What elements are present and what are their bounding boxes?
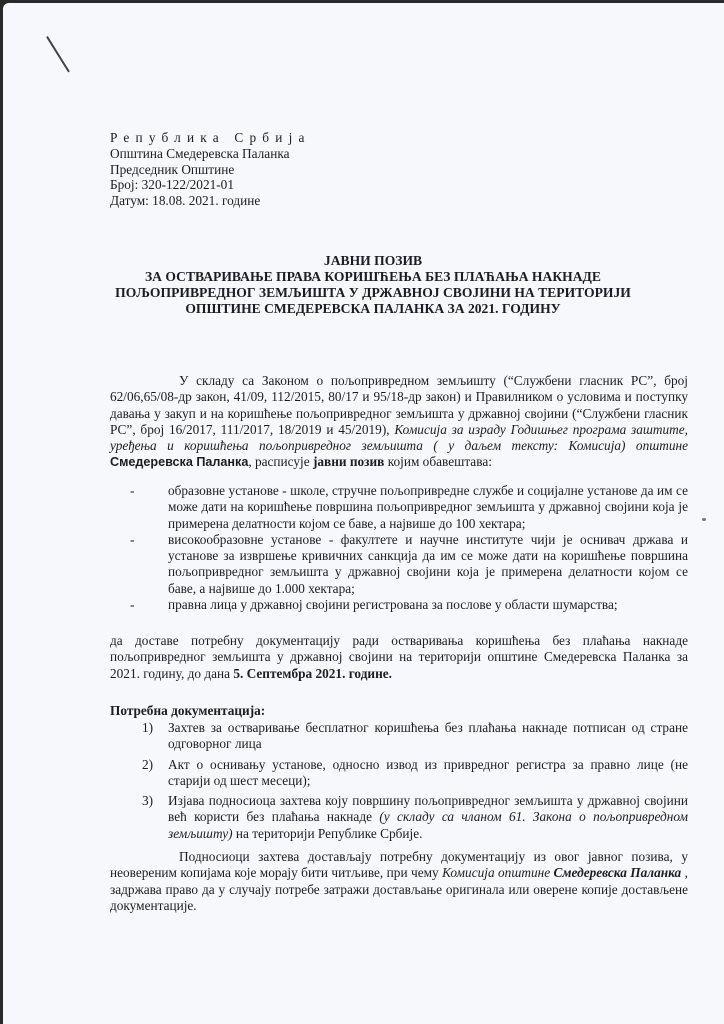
document-date: Датум: 18.08. 2021. године [110,193,261,209]
list-item: 2) Акт о оснивању установе, односно извод из привредног регистра за правно лице (не старији од шест месеци); [142,756,688,788]
scan-speck [702,518,706,521]
documentation-list [110,720,688,846]
deadline-date: 5. Септембра 2021. године. [233,665,392,681]
office-line: Председник Општине [110,161,235,177]
reference-number: Број: 320-122/2021-01 [110,177,234,193]
municipality-name-closing: Смедеревска Паланка [553,865,682,881]
title-line-1: ЈАВНИ ПОЗИВ [323,253,423,268]
document-title [115,253,631,317]
list-item: 1) Захтев за остваривање бесплатног коришћења без плаћања накнаде потписан од стране одговорног лица [142,720,688,752]
documentation-heading: Потребна документација: [110,703,266,718]
letterhead [110,130,311,209]
municipality-line: Општина Смедеревска Паланка [110,145,290,161]
document-page [3,3,724,1024]
title-line-2: ЗА ОСТВАРИВАЊЕ ПРАВА КОРИШЋЕЊА БЕЗ ПЛАЋАЊА НАКНАДЕ [145,269,601,284]
municipality-name: Смедеревска Паланка [110,455,249,470]
list-item: 3) Изјава подносиоца захтева коју површину пољопривредног земљишта у државној својини већ користи без плаћања накнаде (у складу са чланом 61. Закона о пољопривредном земљишту) на територији Републике Србије. [142,793,688,841]
deadline-paragraph: да доставе потребну документацију ради остваривања коришћења без плаћања накнаде пољопривредног земљишта у државној својини на територији општине Смедеревска Паланка за 2021. годину, до дана 5. Септембра 2021. године. [110,633,688,681]
list-item: - образовне установе - школе, стручне пољопривредне службе и социјалне установе да им се може дати на коришћење површина пољопривредног земљишта у државној својини која је примерена делатности којом се баве, а највише до 100 хектара; [130,483,688,531]
recipient-list [110,483,688,613]
list-item: - високообразовне установе - факултете и научне институте чији је оснивач држава и установе за извршење кривичних санкција да им се може дати на коришћење површина пољопривредног земљишта у државној својини која је примерена делатности којом се баве, а највише до 1.000 хектара; [130,531,688,596]
pen-mark [46,36,70,73]
list-item: - правна лица у државној својини регистрована за послове у области шумарства; [130,597,618,613]
intro-paragraph: У складу са Законом о пољопривредном земљишту (“Службени гласник РС”, број 62/06,65/08-др закон, 41/09, 112/2015, 80/17 и 95/18-др закон) и Правилником о условима и поступку давања у закуп и на коришћење пољопривредног земљишта у државној својини (“Службени гласник РС”, број 16/2017, 111/2017, 18/2019 и 45/2019), Комисија за израду Годишњег програма заштите, уређења и коришћења пољопривредног земљишта ( у даљем тексту: Комисија) општине Смедеревска Паланка, расписује јавни позив којим обавештава: [110,373,688,470]
title-line-4: ОПШТИНЕ СМЕДЕРЕВСКА ПАЛАНКА ЗА 2021. ГОДИНУ [185,301,561,316]
closing-paragraph: Подносиоци захтева достављају потребну документацију из овог јавног позива, у неовереним копијама које морају бити читљиве, при чему Комисија општине Смедеревска Паланка , задржава право да у случају потребе затражи достављање оригинала или оверене копије достављене документације. [110,849,688,913]
title-line-3: ПОЉОПРИВРЕДНОГ ЗЕМЉИШТА У ДРЖАВНОЈ СВОЈИНИ НА ТЕРИТОРИЈИ [115,285,631,300]
country-line: Република Србија [110,130,311,145]
public-call: јавни позив [312,454,385,470]
